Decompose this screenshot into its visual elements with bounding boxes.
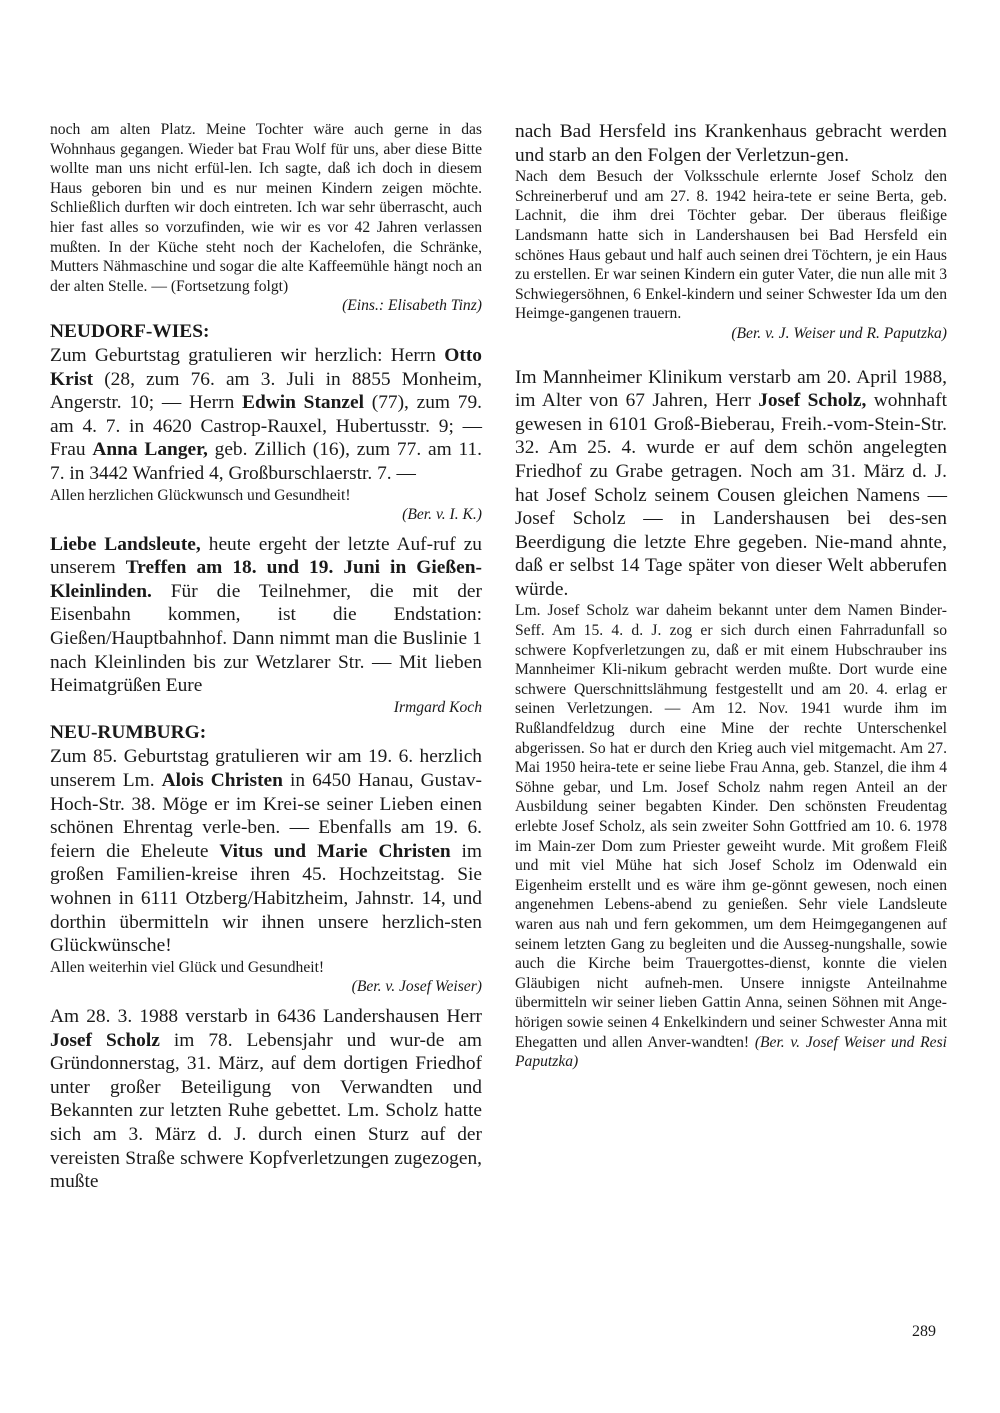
continued-story: noch am alten Platz. Meine Tochter wäre auch gerne in das Wohnhaus gegangen. Wieder bat Frau Wolf für uns, aber diese Bitte wollte man uns nicht erfül-len. Ich sagte, daß ich doch in diesem Haus geboren bin und es nur meinen Kindern zeigen möchte. Schließlich durften wir doch eintreten. Ich war sehr überrascht, auch hier fast alles so vorzufinden, wie wir es vor 42 Jahren verlassen mußten. In der Küche steht noch der Kachelofen, die Schränke, Mutters Nähmaschine und sogar die alte Kaffeemühle hängt noch an der alten Stelle. — (Fortsetzung folgt): [50, 121, 482, 295]
obituary-landershausen-cont: nach Bad Hersfeld ins Krankenhaus gebracht werden und starb an den Folgen der Verletzun-gen.: [515, 121, 947, 166]
section-heading-neu-rumburg: NEU-RUMBURG:: [50, 722, 207, 744]
signature-koch: Irmgard Koch: [393, 698, 482, 716]
meeting-announcement: Liebe Landsleute, heute ergeht der letzte Auf-ruf zu unserem Treffen am 18. und 19. Juni in Gießen-Kleinlinden. Für die Teilnehmer, die mit der Eisenbahn kommen, ist die Endstation: Gießen/Hauptbahnhof. Dann nimmt man die Buslinie 1 nach Kleinlinden bis zur Wetzlarer Str. — Mit lieben Heimatgrüßen Eure: [50, 533, 482, 697]
left-column: [50, 120, 482, 1194]
obituary-landershausen: Am 28. 3. 1988 verstarb in 6436 Landershausen Herr Josef Scholz im 78. Lebensjahr und wur-de am Gründonnerstag, 31. März, auf dem dortigen Friedhof unter großer Beteiligung von Verwandten und Bekannten zur letzten Ruhe gebettet. Lm. Scholz hatte sich am 3. März d. J. durch einen Sturz auf der vereisten Straße schwere Kopfverletzungen zugezogen, mußte: [50, 1005, 482, 1193]
obituary-gross-bieberau-bio: Lm. Josef Scholz war daheim bekannt unter dem Namen Binder-Seff. Am 15. 4. d. J. zog er sich durch einen Fahrradunfall so schwere Kopfverletzungen zu, daß er mit einem Hubschrauber ins Mannheimer Kli-nikum gebracht werden mußte. Dort wurde eine schwere Querschnittslähmung festgestellt und am 20. 4. erlag er seinen Verletzungen. — Am 12. Nov. 1941 wurde ihm im Rußlandfeldzug durch eine Mine der rechte Unterschenkel abgerissen. So hat er durch den Krieg auch viel mitgemacht. Am 27. Mai 1950 heira-tete er seine liebe Frau Anna, geb. Stanzel, die ihm 4 Söhne gebar, und Lm. Josef Scholz nahm regen Anteil an der Ausbildung seiner begabten Kinder. Den schönsten Freudentag erlebte Josef Scholz, als sein zweiter Sohn Gottfried am 10. 6. 1978 im Main-zer Dom zum Priester geweiht wurde. Mit großem Fleiß und mit viel Mühe hat sich Josef Scholz im Odenwald ein Eigenheim erstellt und es wäre ihm ge-gönnt gewesen, noch einen angenehmen Lebens-abend zu genießen. Sehr viele Landsleute waren aus nah und fern gekommen, um dem Heimgegangenen auf seinem letzten Gang zu begleiten und die Ausseg-nungshalle, sowie auch die Kirche beim Trauergottes-dienst, konnte die vielen Gläubigen nicht aufneh-men. Unsere innigste Anteilnahme übermitteln wir seiner lieben Gattin Anna, seinen Söhnen mit Ange-hörigen sowie seinen 4 Enkelkindern und seiner Schwester Anna mit Ehegatten und allen Anver-wandten! (Ber. v. Josef Weiser und Resi Paputzka): [515, 602, 947, 1071]
right-column: [515, 120, 947, 1072]
signature-ik: (Ber. v. I. K.): [402, 506, 482, 524]
obituary-gross-bieberau: Im Mannheimer Klinikum verstarb am 20. April 1988, im Alter von 67 Jahren, Herr Josef Scholz, wohnhaft gewesen in 6101 Groß-Bieberau, Freih.-vom-Stein-Str. 32. Am 25. 4. wurde er auf dem schön angelegten Friedhof zu Grabe getragen. Noch am 31. März d. J. hat Josef Scholz seinem Cousen gleichen Namens — Josef Scholz — in Landershausen bei des-sen Beerdigung die letzte Ehre gegeben. Nie-mand ahnte, daß er selbst 14 Tage später von dieser Welt abberufen würde.: [515, 366, 947, 600]
signature-tinz: (Eins.: Elisabeth Tinz): [342, 297, 482, 315]
section-heading-neudorf-wies: NEUDORF-WIES:: [50, 320, 210, 342]
signature-weiser: (Ber. v. Josef Weiser): [351, 978, 482, 996]
obituary-landershausen-bio: Nach dem Besuch der Volksschule erlernte Josef Scholz den Schreinerberuf und am 27. 8. 1942 heira-tete er seine Berta, geb. Lachnit, die ihm drei Töchter gebar. Der überaus fleißige Landsmann hatte sich in Landershausen bei Bad Hersfeld ein schönes Haus gebaut und half auch seinen drei Töchtern, je ein Haus zu erstellen. Er war seinen Kindern ein guter Vater, die nun alle mit 3 Schwiegersöhnen, 6 Enkel-kindern und seiner Schwester Ida um den Heimge-gangenen trauern.: [515, 168, 947, 323]
rumburg-wish: Allen weiterhin viel Glück und Gesundheit!: [50, 958, 325, 976]
birthday-paragraph-rumburg: Zum 85. Geburtstag gratulieren wir am 19. 6. herzlich unserem Lm. Alois Christen in 6450 Hanau, Gustav-Hoch-Str. 38. Möge er im Krei-se seiner Lieben einen schönen Ehrentag verle-ben. — Ebenfalls am 19. 6. feiern die Eheleute Vitus und Marie Christen im großen Familien-kreise ihren 45. Hochzeitstag. Sie wohnen in 6111 Otzberg/Habitzheim, Jahnstr. 14, und dorthin übermitteln wir ihnen unsere herzlich-sten Glückwünsche!: [50, 746, 482, 957]
page-number: 289: [912, 1323, 936, 1340]
signature-weiser-resi: (Ber. v. Josef Weiser und Resi Paputzka): [515, 1033, 947, 1071]
birthday-paragraph-neudorf: Zum Geburtstag gratulieren wir herzlich: Herrn Otto Krist (28, zum 76. am 3. Juli in 8855 Monheim, Angerstr. 10; — Herrn Edwin Stanzel (77), zum 79. am 4. 7. in 4620 Castrop-Rauxel, Hubertusstr. 9; — Frau Anna Langer, geb. Zillich (16), zum 77. am 11. 7. in 3442 Wanfried 4, Großburschlaerstr. 7. —: [50, 344, 483, 484]
signature-weiser-paputzka: (Ber. v. J. Weiser und R. Paputzka): [731, 324, 947, 342]
birthday-wish: Allen herzlichen Glückwunsch und Gesundheit!: [50, 486, 351, 504]
